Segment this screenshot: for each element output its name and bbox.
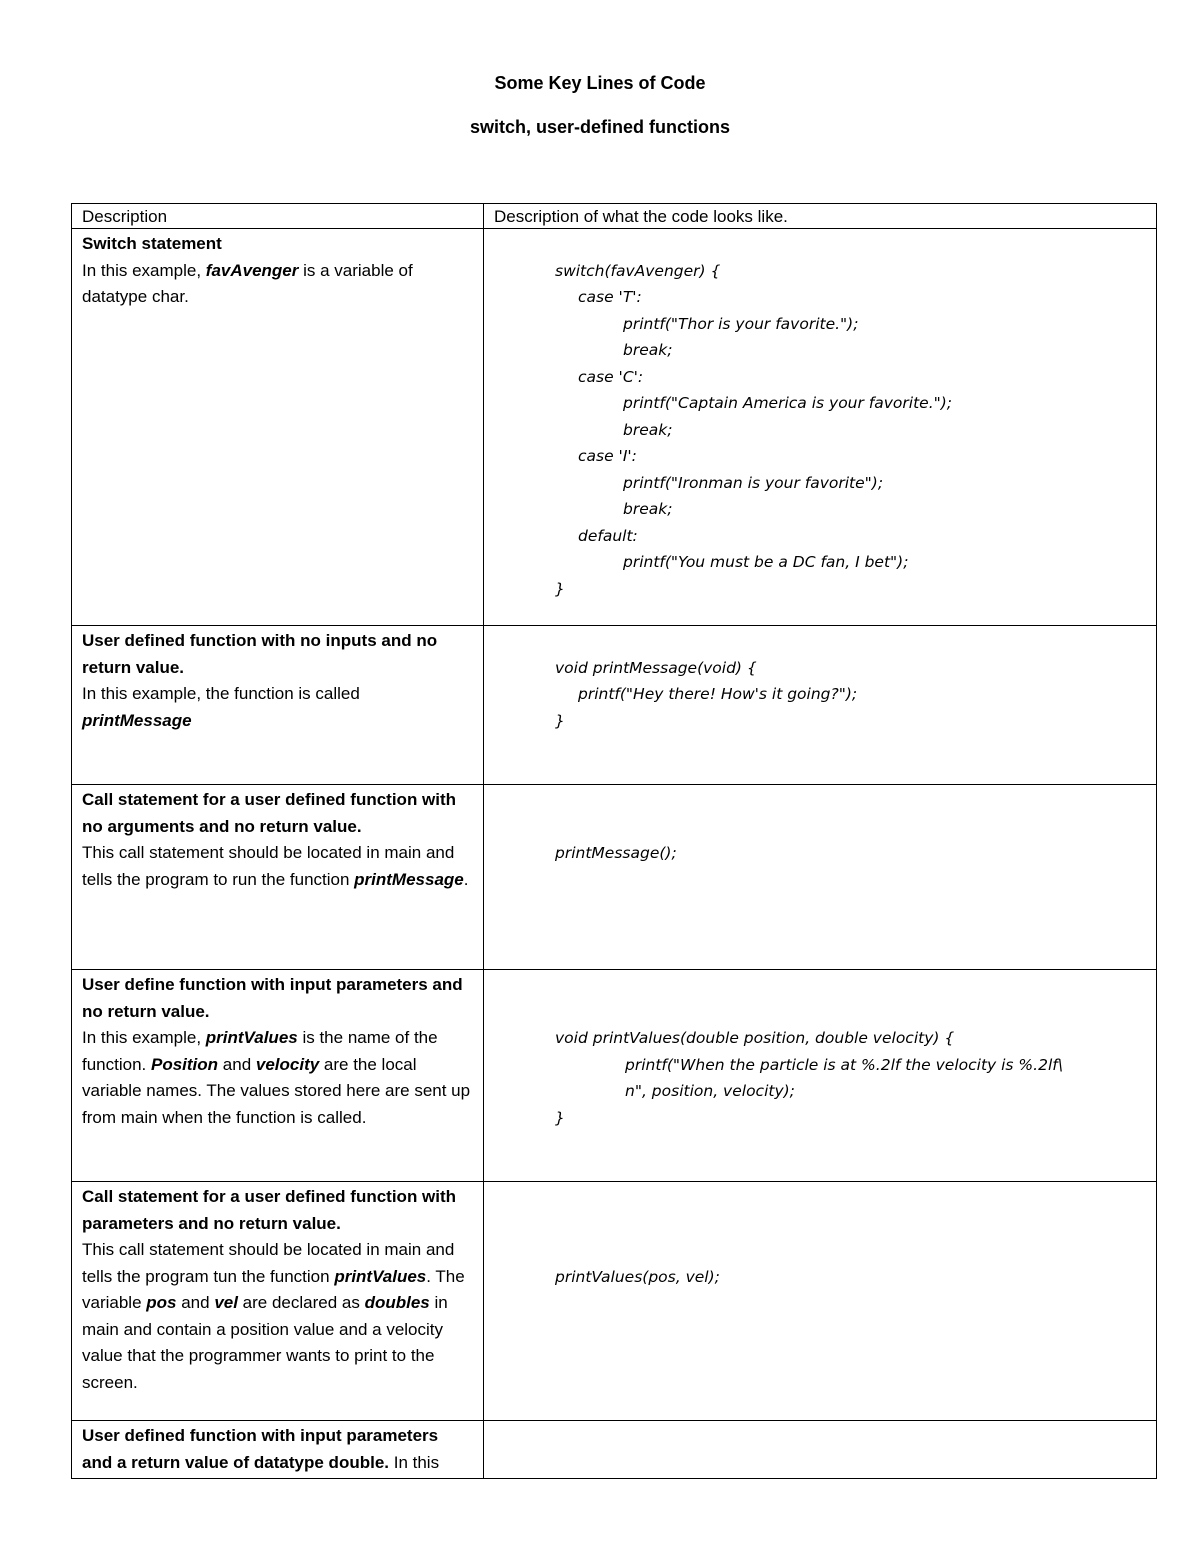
code-sample — [484, 229, 1157, 626]
row-heading: User define function with input parameters and no return value. — [82, 975, 463, 1021]
row-description: Call statement for a user defined function with parameters and no return value. This call statement should be located in main and tells the program tun the function printValues. The variable pos and vel are declared as doubles in main and contain a position value and a velocity value that the programmer wants to print to the screen. — [72, 1182, 484, 1421]
row-description: User defined function with input parameters and a return value of datatype double. In this — [72, 1421, 484, 1479]
code-line: break; — [623, 341, 673, 359]
table-header-row — [72, 204, 1157, 229]
code-line: printf("Thor is your favorite."); — [623, 314, 859, 333]
code-line: printf("You must be a DC fan, I bet"); — [623, 553, 909, 571]
code-line — [555, 1237, 1146, 1264]
code-line — [555, 814, 1146, 841]
row-description: Call statement for a user defined function with no arguments and no return value. This call statement should be located in main and tells the program to run the function printMessage. — [72, 785, 484, 970]
row-heading: Call statement for a user defined function with no arguments and no return value. — [82, 790, 457, 836]
code-line — [555, 787, 1146, 814]
variable-name: Position — [151, 1054, 219, 1074]
code-sample — [484, 1421, 1157, 1479]
function-name: printMessage — [354, 869, 464, 889]
code-line: case 'C': — [578, 367, 644, 386]
header-code-description: Description of what the code looks like. — [484, 204, 1157, 229]
table-row — [72, 785, 1157, 970]
row-heading: Switch statement — [82, 234, 222, 253]
code-line — [555, 972, 1146, 999]
code-line: break; — [623, 420, 673, 439]
row-description: User defined function with no inputs and no return value. In this example, the function is called printMessage — [72, 626, 484, 785]
variable-name: favAvenger — [205, 260, 299, 280]
code-line — [555, 1184, 1146, 1211]
code-line: n", position, velocity); — [625, 1082, 795, 1100]
row-heading: User defined function with no inputs and no return value. — [82, 631, 438, 677]
function-name: printValues — [205, 1028, 298, 1047]
row-heading: User defined function with input parameters and a return value of datatype double. — [82, 1426, 439, 1472]
code-line: } — [555, 579, 565, 598]
code-line: case 'I': — [578, 447, 637, 465]
code-reference-table — [71, 203, 1157, 1479]
code-line: printf("Captain America is your favorite."); — [623, 394, 953, 412]
code-line: switch(favAvenger) { — [555, 261, 721, 280]
code-line: } — [555, 1108, 565, 1127]
function-name: printMessage — [82, 710, 192, 730]
datatype-name: doubles — [364, 1293, 430, 1312]
page-subtitle: switch, user-defined functions — [469, 117, 731, 137]
header-description: Description — [72, 204, 484, 229]
variable-name: vel — [214, 1293, 238, 1312]
code-line — [555, 628, 1146, 655]
code-line — [555, 231, 1146, 258]
code-line: case 'T': — [578, 288, 642, 306]
code-line: printf("When the particle is at %.2lf the velocity is %.2lf\ — [625, 1055, 1063, 1074]
table-row — [72, 229, 1157, 626]
code-sample — [484, 1182, 1157, 1421]
code-sample — [484, 626, 1157, 785]
row-description: Switch statement In this example, favAvenger is a variable of datatype char. — [72, 229, 484, 626]
code-line: printValues(pos, vel); — [555, 1267, 720, 1286]
code-line — [555, 1211, 1146, 1238]
code-line: void printMessage(void) { — [555, 658, 757, 677]
table-row — [72, 1421, 1157, 1479]
code-line: break; — [623, 500, 673, 518]
code-line: printf("Hey there! How's it going?"); — [578, 685, 858, 703]
table-row — [72, 970, 1157, 1182]
variable-name: pos — [146, 1293, 177, 1312]
table-row — [72, 1182, 1157, 1421]
code-line: void printValues(double position, double velocity) { — [555, 1029, 955, 1047]
code-sample — [484, 970, 1157, 1182]
code-line: printf("Ironman is your favorite"); — [623, 473, 884, 492]
code-line: printMessage(); — [555, 844, 677, 862]
function-name: printValues — [334, 1266, 427, 1286]
code-line: } — [555, 711, 565, 730]
row-heading: Call statement for a user defined function with parameters and no return value. — [82, 1187, 457, 1233]
table-row — [72, 626, 1157, 785]
code-line — [555, 999, 1146, 1026]
code-sample — [484, 785, 1157, 970]
row-description: User define function with input parameters and no return value. In this example, printValues is the name of the function. Position and velocity are the local variable names. The values stored here are sent up from main when the function is called. — [72, 970, 484, 1182]
page-title: Some Key Lines of Code — [494, 73, 706, 93]
code-line: default: — [578, 526, 638, 545]
variable-name: velocity — [255, 1054, 320, 1074]
